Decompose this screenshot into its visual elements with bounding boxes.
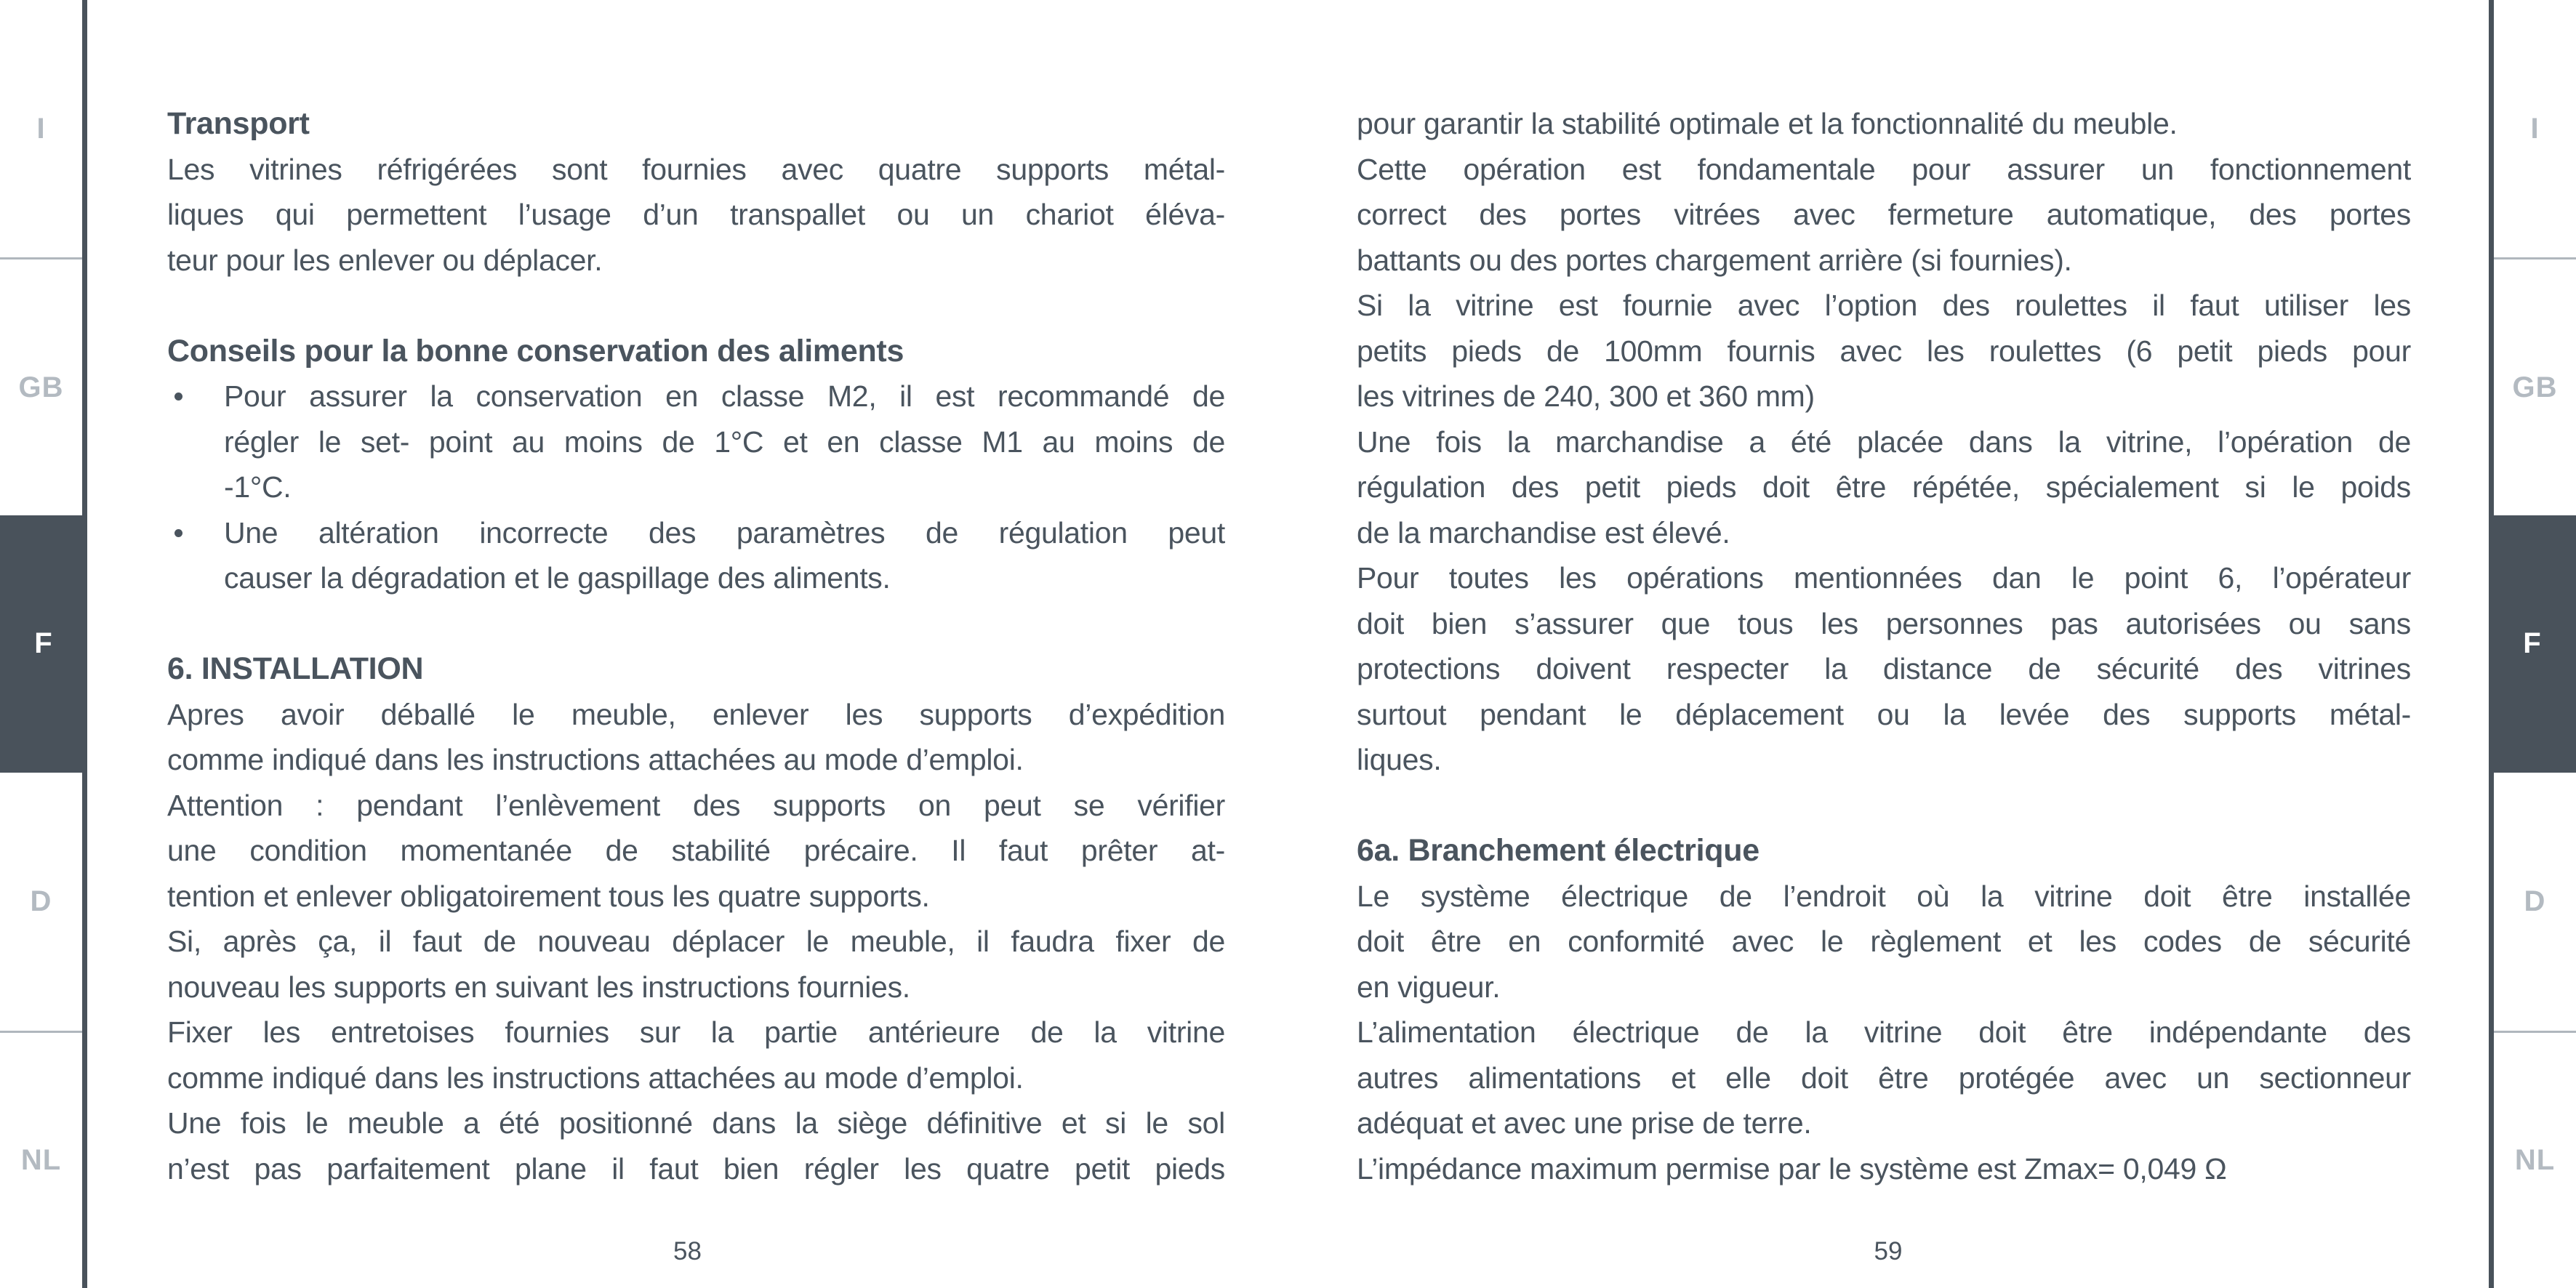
text-line: comme indiqué dans les instructions attachées au mode d’emploi.: [167, 743, 1024, 776]
text-line: Si la vitrine est fournie avec l’option des roulettes il faut utiliser les: [1357, 289, 2411, 322]
text-line: adéquat et avec une prise de terre.: [1357, 1106, 1812, 1140]
text-line: liques qui permettent l’usage d’un transpallet ou un chariot éléva-: [167, 198, 1225, 231]
text-line: liques.: [1357, 743, 1442, 776]
text-line: causer la dégradation et le gaspillage des aliments.: [224, 561, 891, 595]
text-line: autres alimentations et elle doit être protégée avec un sectionneur: [1357, 1060, 2411, 1095]
text-line: Une fois la marchandise a été placée dans la vitrine, l’opération de: [1357, 424, 2411, 459]
text-line: Pour assurer la conservation en classe M2, il est recommandé de: [224, 379, 1225, 413]
text-line: correct des portes vitrées avec fermeture automatique, des portes: [1357, 198, 2411, 231]
language-tab-i: [2494, 0, 2576, 257]
text-line: Une altération incorrecte des paramètres de régulation peut: [224, 515, 1225, 550]
language-tabs-left: [0, 0, 82, 1288]
text-line: -1°C.: [224, 470, 292, 504]
text-line: battants ou des portes chargement arrière (si fournies).: [1357, 243, 2072, 277]
language-tab-label: F: [34, 627, 53, 660]
text-line: Une fois le meuble a été positionné dans la siège définitive et si le sol: [167, 1106, 1225, 1140]
bullet-item: [167, 374, 1225, 510]
page-number-left: 58: [673, 1237, 702, 1265]
text-line: Le système électrique de l’endroit où la vitrine doit être installée: [1357, 879, 2411, 913]
text-line: régler le set- point au moins de 1°C et en classe M1 au moins de: [224, 424, 1225, 459]
language-tab-f: [0, 515, 87, 773]
bullet-item: [167, 510, 1225, 601]
language-tab-f: [2489, 515, 2576, 773]
text-line: L’impédance maximum permise par le système est Zmax= 0,049 Ω: [1357, 1151, 2227, 1186]
text-line: Apres avoir déballé le meuble, enlever les supports d’expédition: [167, 697, 1225, 731]
section-heading: Transport: [167, 106, 310, 141]
language-tab-label: I: [36, 112, 46, 145]
text-line: Fixer les entretoises fournies sur la partie antérieure de la vitrine: [167, 1015, 1225, 1049]
text-line: Attention : pendant l’enlèvement des supports on peut se vérifier: [167, 788, 1225, 822]
paragraph-gap: [167, 283, 1225, 329]
left-page-text-column: [167, 101, 1225, 1191]
language-tab-label: GB: [2512, 371, 2558, 403]
paragraph-gap: [167, 601, 1225, 647]
text-line: en vigueur.: [1357, 970, 1501, 1004]
bullet-dot: [174, 529, 182, 537]
text-line: comme indiqué dans les instructions attachées au mode d’emploi.: [167, 1060, 1024, 1095]
text-line: tention et enlever obligatoirement tous les quatre supports.: [167, 879, 930, 913]
text-line: pour garantir la stabilité optimale et la fonctionnalité du meuble.: [1357, 107, 2178, 140]
text-line: régulation des petit pieds doit être répétée, spécialement si le poids: [1357, 470, 2411, 504]
language-tab-d: [2494, 773, 2576, 1030]
language-tab-nl: [0, 1031, 82, 1288]
text-line: teur pour les enlever ou déplacer.: [167, 243, 603, 277]
right-page-text-column: [1357, 101, 2411, 1191]
language-tab-label: F: [2523, 627, 2542, 660]
section-heading: Conseils pour la bonne conservation des aliments: [167, 333, 904, 369]
text-line: doit bien s’assurer que tous les personnes pas autorisées ou sans: [1357, 606, 2411, 640]
text-line: Cette opération est fondamentale pour assurer un fonctionnement: [1357, 152, 2411, 186]
text-line: les vitrines de 240, 300 et 360 mm): [1357, 379, 1815, 413]
language-tab-label: D: [30, 885, 52, 917]
language-tab-label: NL: [2514, 1143, 2556, 1176]
language-tabs-right: [2494, 0, 2576, 1288]
text-line: Pour toutes les opérations mentionnées dan le point 6, l’opérateur: [1357, 561, 2411, 595]
text-line: doit être en conformité avec le règlement et les codes de sécurité: [1357, 925, 2411, 958]
language-tab-label: NL: [20, 1143, 62, 1176]
text-line: nouveau les supports en suivant les instructions fournies.: [167, 970, 910, 1004]
paragraph-gap: [1357, 783, 2411, 829]
section-heading: 6a. Branchement électrique: [1357, 833, 1760, 868]
text-line: petits pieds de 100mm fournis avec les roulettes (6 petit pieds pour: [1357, 334, 2411, 368]
text-line: Si, après ça, il faut de nouveau déplacer le meuble, il faudra fixer de: [167, 925, 1225, 958]
section-heading: 6. INSTALLATION: [167, 651, 424, 686]
language-tab-d: [0, 773, 82, 1030]
text-line: protections doivent respecter la distance de sécurité des vitrines: [1357, 652, 2411, 685]
text-line: n’est pas parfaitement plane il faut bien régler les quatre petit pieds: [167, 1151, 1225, 1186]
language-tab-label: D: [2524, 885, 2546, 917]
page-number-right: 59: [1874, 1237, 1903, 1265]
text-line: une condition momentanée de stabilité précaire. Il faut prêter at-: [167, 834, 1225, 867]
language-tab-i: [0, 0, 82, 257]
text-line: Les vitrines réfrigérées sont fournies avec quatre supports métal-: [167, 152, 1225, 186]
language-tab-label: GB: [18, 371, 64, 403]
language-tab-gb: [2494, 257, 2576, 515]
text-line: L’alimentation électrique de la vitrine doit être indépendante des: [1357, 1015, 2411, 1049]
language-tab-label: I: [2530, 112, 2540, 145]
text-line: de la marchandise est élevé.: [1357, 515, 1730, 550]
bullet-dot: [174, 393, 182, 401]
language-tab-nl: [2494, 1031, 2576, 1288]
text-line: surtout pendant le déplacement ou la levée des supports métal-: [1357, 697, 2411, 731]
language-tab-gb: [0, 257, 82, 515]
